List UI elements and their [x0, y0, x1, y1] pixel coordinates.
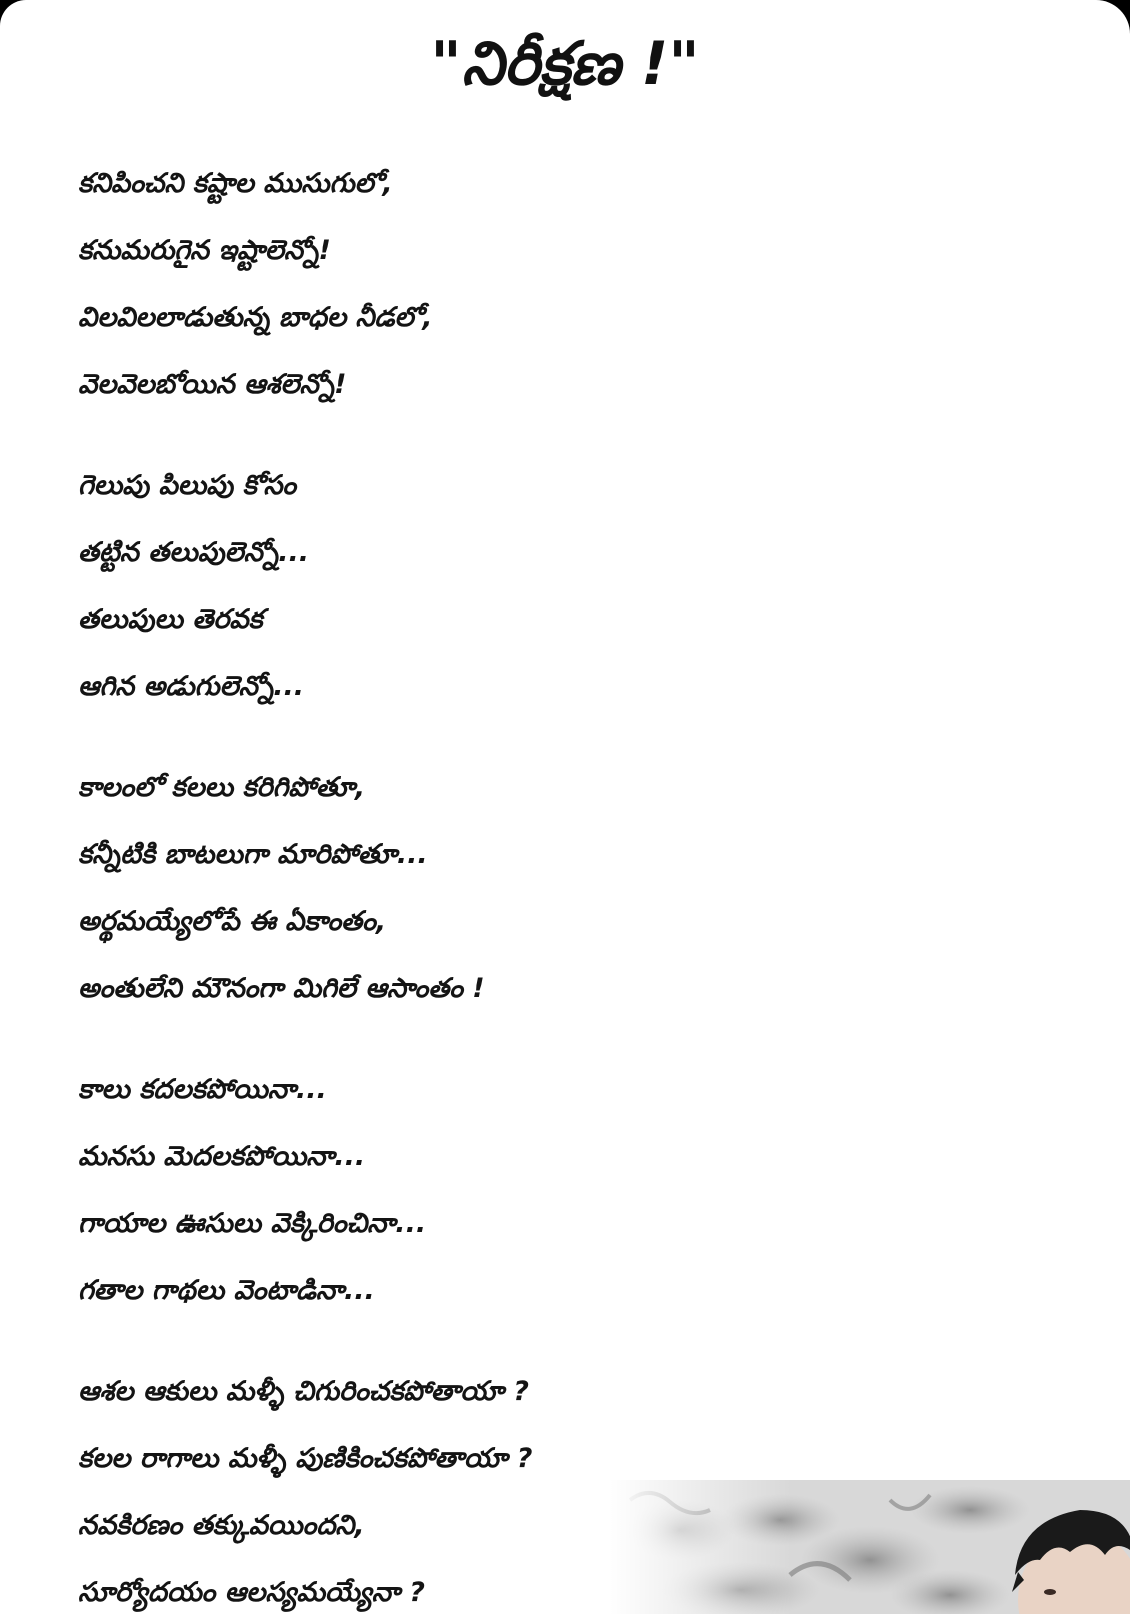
stanza-3 [78, 754, 778, 1022]
poem-line: అర్థమయ్యేలోపే ఈ ఏకాంతం, [78, 906, 387, 937]
poem-line: వెలవెలబోయిన ఆశలెన్నో! [78, 369, 347, 400]
poem-line: కాలంలో కలలు కరిగిపోతూ, [78, 772, 366, 803]
stanza-4 [78, 1056, 778, 1324]
poem-line: గాయాల ఊసులు వెక్కిరించినా... [78, 1208, 427, 1239]
stanza-1 [78, 150, 778, 418]
person-photo-icon [610, 1480, 1130, 1614]
poem-line: కలల రాగాలు మళ్ళీ పుణికించకపోతాయా ? [78, 1443, 533, 1474]
poem-body [78, 150, 778, 1614]
poem-line: తలుపులు తెరవక [78, 604, 263, 635]
poem-line: ఆగిన అడుగులెన్నో... [78, 671, 305, 702]
poem-line: కాలు కదలకపోయినా... [78, 1074, 327, 1105]
poem-line: కనిపించని కష్టాల ముసుగులో, [78, 168, 393, 199]
stanza-2 [78, 452, 778, 720]
poem-line: నవకిరణం తక్కువయిందని, [78, 1510, 365, 1541]
poem-line: విలవిలలాడుతున్న బాధల నీడలో, [78, 302, 433, 333]
poem-line: ఆశల ఆకులు మళ్ళీ చిగురించకపోతాయా ? [78, 1376, 529, 1407]
poem-title: "నిరీక్షణ !" [430, 29, 700, 99]
poem-line: తట్టిన తలుపులెన్నో... [78, 537, 310, 568]
poem-line: కన్నీటికి బాటలుగా మారిపోతూ... [78, 839, 428, 870]
poem-line: అంతులేని మౌనంగా మిగిలే ఆసాంతం ! [78, 973, 485, 1004]
poem-line: గెలుపు పిలుపు కోసం [78, 470, 297, 501]
poem-line: సూర్యోదయం ఆలస్యమయ్యేనా ? [78, 1577, 425, 1608]
poem-line: కనుమరుగైన ఇష్టాలెన్నో! [78, 235, 331, 266]
poem-line: మనసు మెదలకపోయినా... [78, 1141, 366, 1172]
poem-line: గతాల గాథలు వెంటాడినా... [78, 1275, 375, 1306]
